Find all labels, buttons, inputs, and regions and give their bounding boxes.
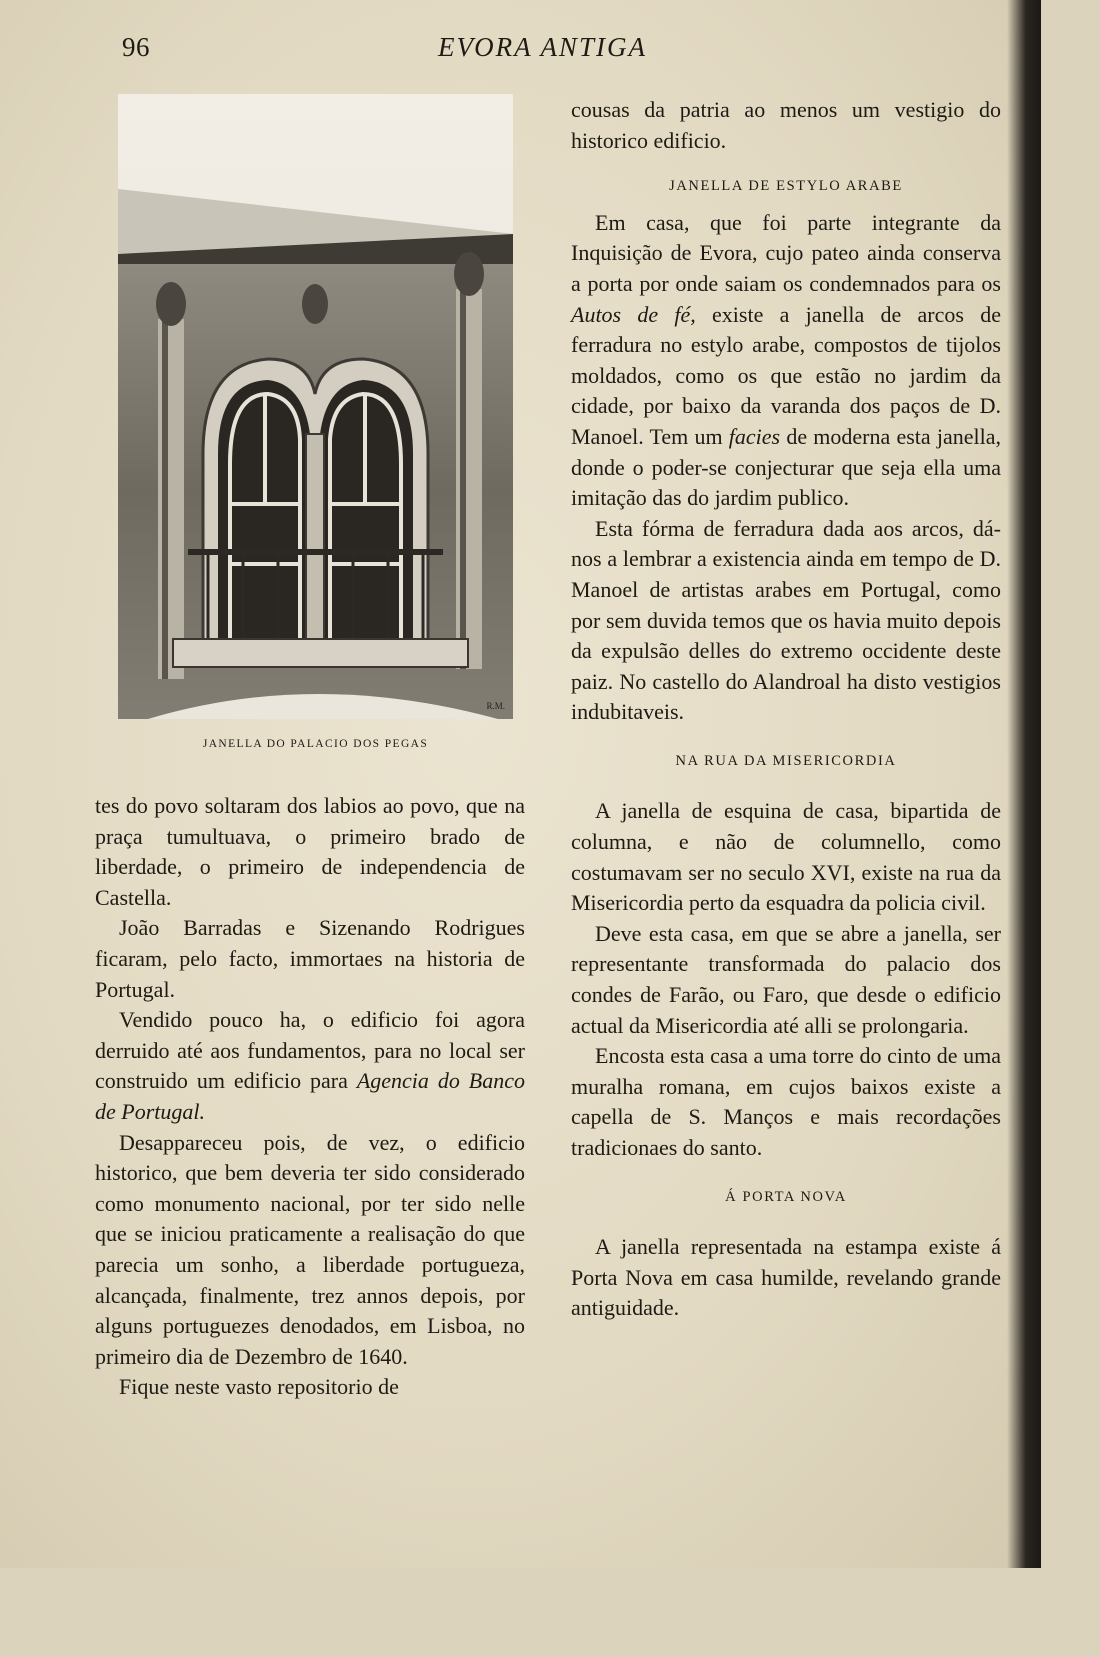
left-paragraph: tes do povo soltaram dos labios ao povo, que na praça tumultuava, o primeiro brado de liberdade, o primeiro de independencia de Castella. [95,793,525,910]
page-edge-shadow [1007,0,1041,1568]
right-paragraph: Encosta esta casa a uma torre do cinto de uma muralha romana, em cujos baixos existe a capella de S. Manços e mais recordações tradicionaes do santo. [571,1043,1001,1160]
right-paragraph: Deve esta casa, em que se abre a janella, ser representante transformada do palacio dos condes de Farão, ou Faro, que desde o edificio actual da Misericordia até alli se prolongaria. [571,920,1001,1038]
paragraph-text: Vendido pouco ha, o edificio foi agora derruido até aos fundamentos, para no local ser construido um edificio para [95,1007,525,1094]
right-paragraph: Esta fórma de ferradura dada aos arcos, dá-nos a lembrar a existencia ainda em tempo de D. Manoel de artistas arabes em Portugal, como por sem duvida temos que os havia muito depois da expulsão delles do extremo occidente deste paiz. No castello do Alandroal ha disto vestigios indubitaveis. [571,515,1001,725]
italic-text: Agencia do Banco de Portugal. [95,1068,525,1124]
left-paragraph: Desappareceu pois, de vez, o edificio historico, que bem deveria ter sido considerado como monumento nacional, por ter sido nelle que se iniciou praticamente a realisação do que parecia um sonho, a liberdade portugueza, alcançada, finalmente, trez annos depois, por alguns portuguezes denodados, em Lisboa, no primeiro dia de Dezembro de 1640. [95,1129,525,1369]
figure-caption: JANELLA DO PALACIO DOS PEGAS [202,738,429,750]
left-paragraph: João Barradas e Sizenando Rodrigues ficaram, pelo facto, immortaes na historia de Portugal. [95,915,525,1002]
right-column [571,95,1001,1324]
section-heading: Á PORTA NOVA [725,1188,847,1205]
page-header [0,32,1000,72]
right-paragraph [571,208,1001,514]
paragraph-text: existe a janella de arcos de ferradura no estylo arabe, compostos de tijolos moldados, como os que estão no jardim da cidade, por baixo da varanda dos paços de D. Manoel. Tem um [571,301,1001,449]
left-paragraph [95,1005,525,1127]
italic-text: Autos de fé, [571,301,696,327]
right-paragraph: A janella de esquina de casa, bipartida de columna, e não de columnello, como costumavam ser no seculo XVI, existe na rua da Misericordia perto da esquadra da policia civil. [571,798,1001,916]
left-column [95,791,525,1403]
page-number: 96 [122,32,150,62]
italic-text: facies [728,423,781,449]
paragraph-text: Em casa, que foi parte integrante da Inquisição de Evora, cujo pateo ainda conserva a porta por onde saiam os condemnados para os [571,209,1001,296]
paragraph-text: de moderna esta janella, donde o poder-se conjecturar que seja ella uma imitação das do jardim publico. [571,423,1001,511]
section-heading: NA RUA DA MISERICORDIA [675,752,897,769]
photo-janella-arabe-icon [118,94,513,719]
photographer-signature: R.M. [486,701,505,711]
right-paragraph: A janella representada na estampa existe á Porta Nova em casa humilde, revelando grande antiguidade. [571,1234,1001,1321]
left-paragraph: Fique neste vasto repositorio de [119,1374,399,1400]
section-heading: JANELLA DE ESTYLO ARABE [669,178,903,195]
running-title: EVORA ANTIGA [438,32,647,62]
window-photograph [118,94,513,719]
right-paragraph: cousas da patria ao menos um vestigio do historico edificio. [571,97,1001,153]
